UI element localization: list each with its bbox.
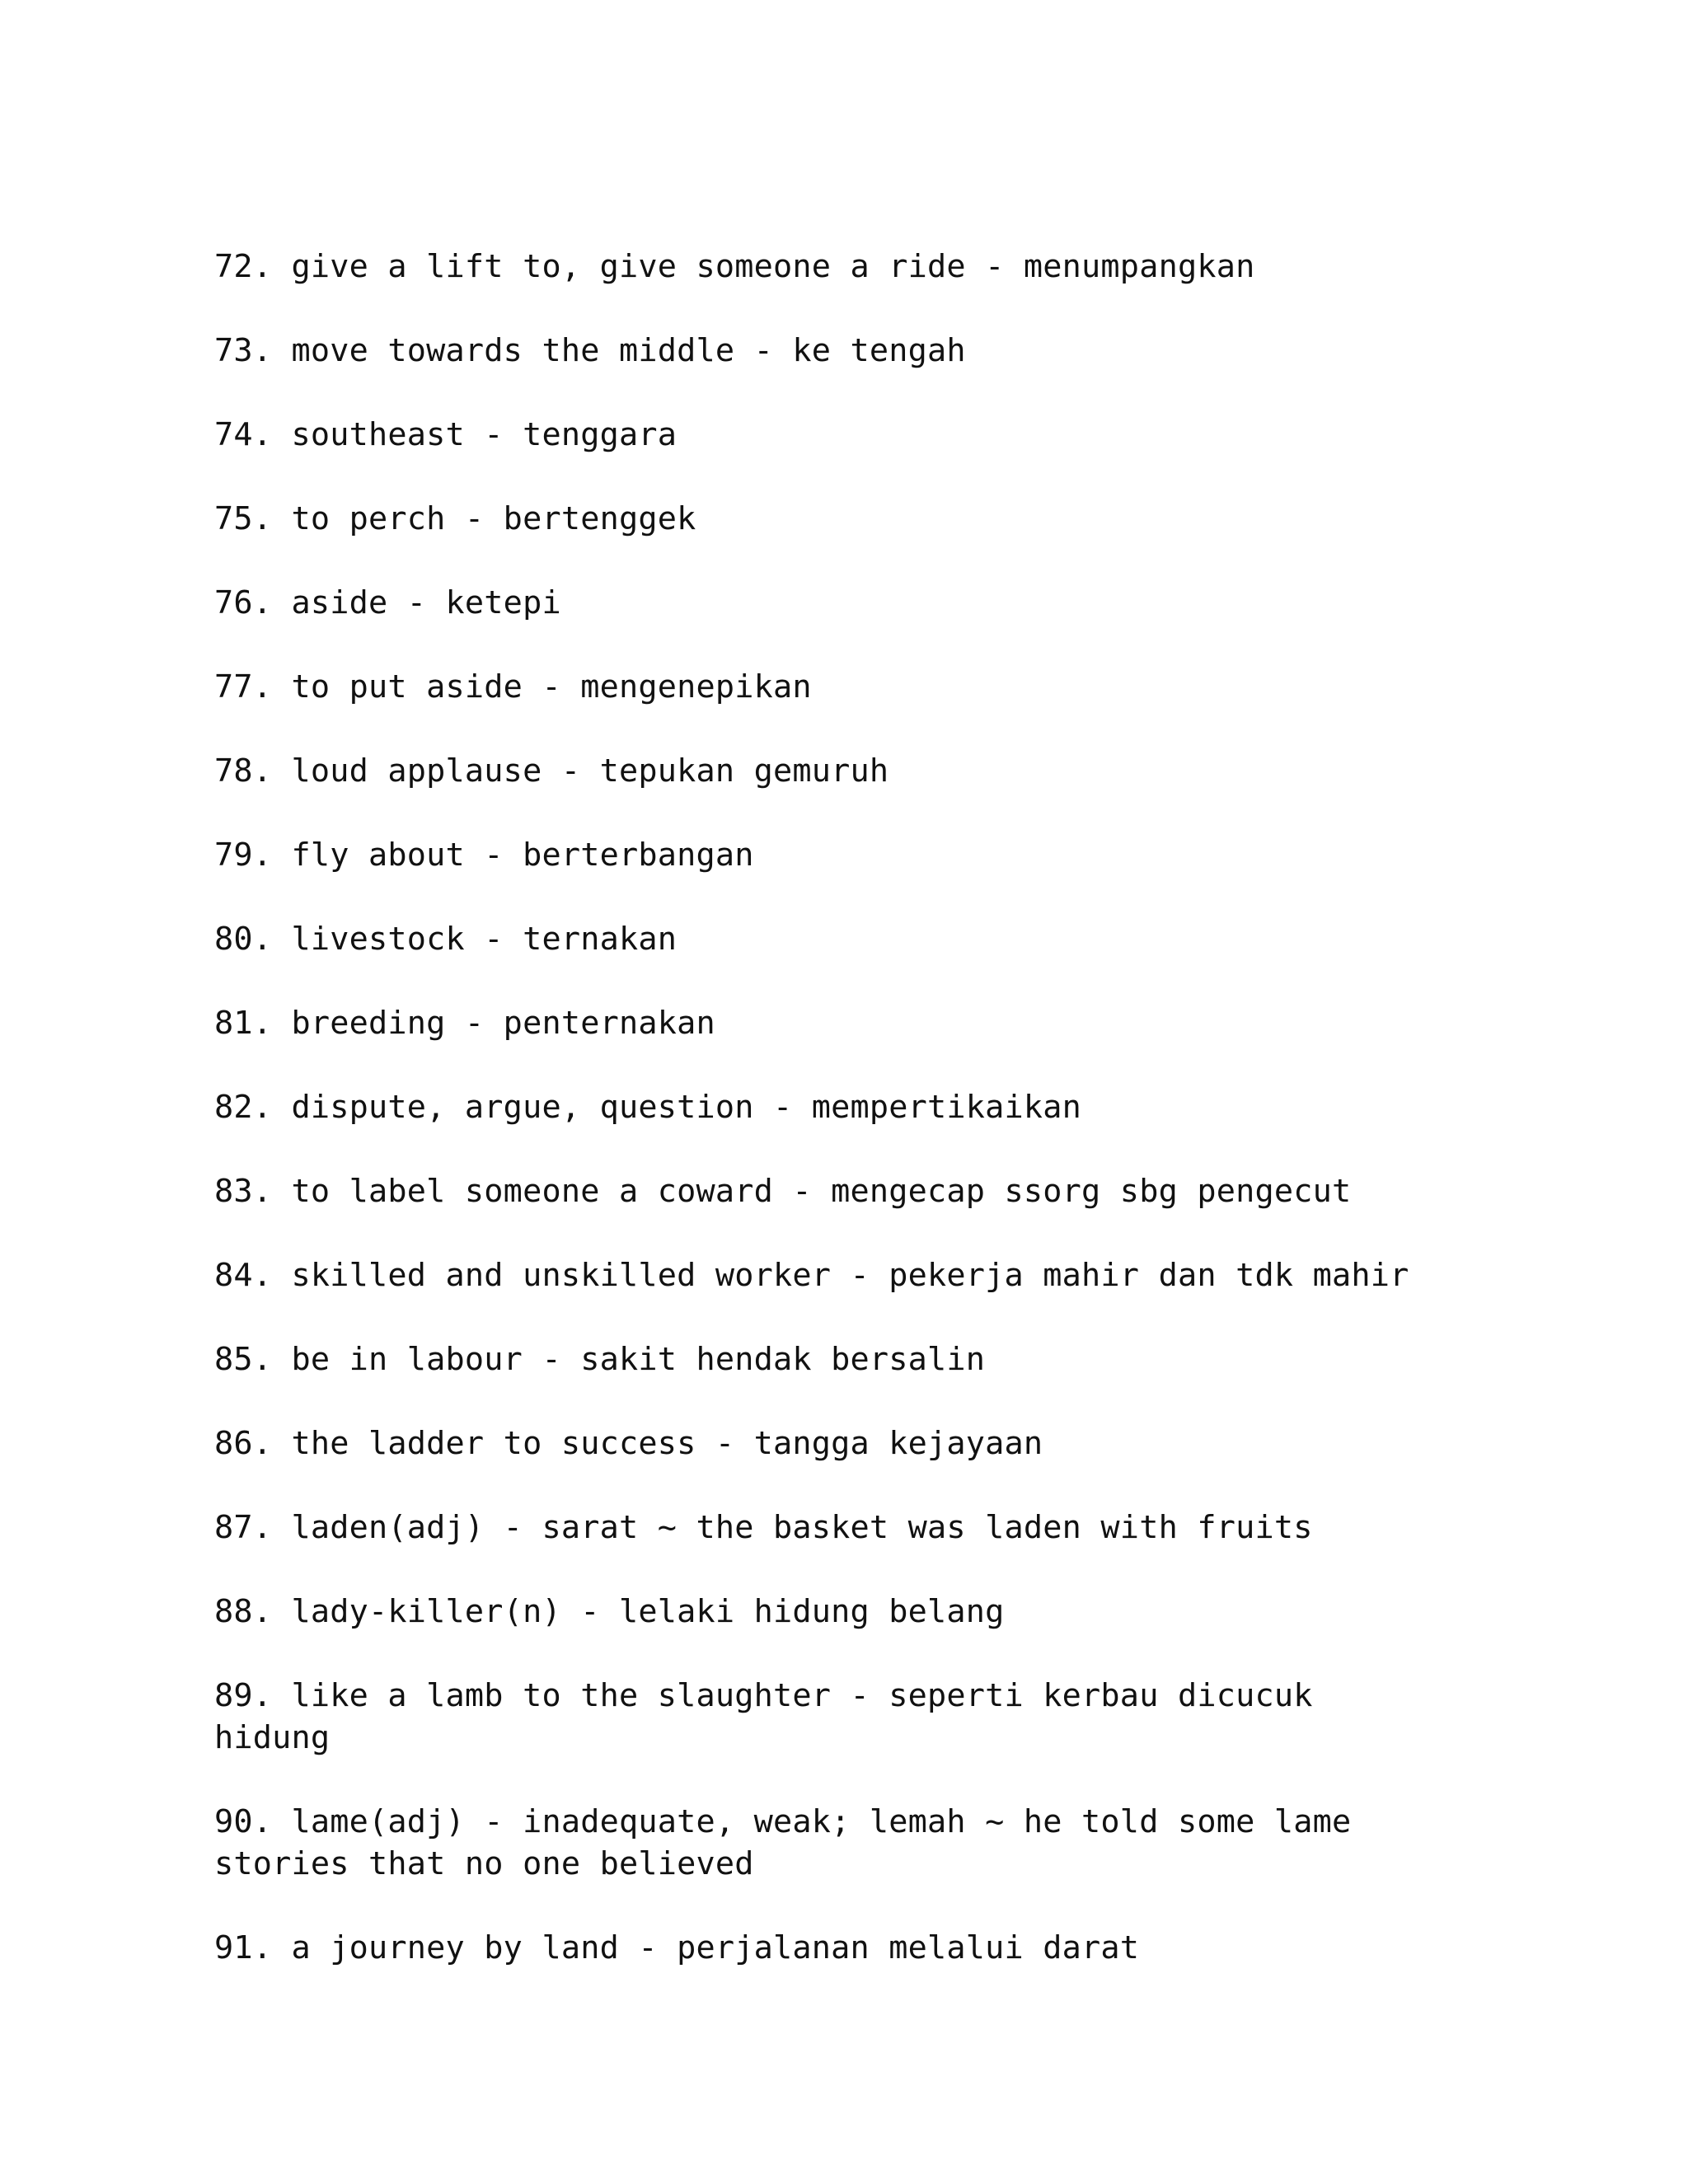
vocabulary-entry: 75. to perch - bertenggek: [214, 500, 696, 537]
vocabulary-entry: 78. loud applause - tepukan gemuruh: [214, 752, 889, 790]
vocabulary-entry: 91. a journey by land - perjalanan melalui darat: [214, 1929, 1140, 1966]
vocabulary-entry: 83. to label someone a coward - mengecap ssorg sbg pengecut: [214, 1173, 1352, 1210]
vocabulary-entry: 72. give a lift to, give someone a ride - menumpangkan: [214, 248, 1255, 285]
vocabulary-entry: 87. laden(adj) - sarat ~ the basket was laden with fruits: [214, 1509, 1313, 1546]
vocabulary-entry: 88. lady-killer(n) - lelaki hidung belang: [214, 1593, 1005, 1630]
vocabulary-entry: 86. the ladder to success - tangga kejayaan: [214, 1425, 1043, 1462]
vocabulary-entry: 85. be in labour - sakit hendak bersalin: [214, 1341, 986, 1378]
vocabulary-entry: 80. livestock - ternakan: [214, 921, 678, 958]
vocabulary-entry: 77. to put aside - mengenepikan: [214, 668, 812, 705]
vocabulary-entry: 89. like a lamb to the slaughter - seperti kerbau dicucuk hidung: [214, 1677, 1313, 1756]
vocabulary-entry: 84. skilled and unskilled worker - pekerja mahir dan tdk mahir: [214, 1257, 1409, 1294]
vocabulary-entry: 79. fly about - berterbangan: [214, 837, 754, 874]
vocabulary-entry: 82. dispute, argue, question - mempertikaikan: [214, 1089, 1082, 1126]
vocabulary-entry: 81. breeding - penternakan: [214, 1005, 715, 1042]
vocabulary-list: [214, 246, 1500, 2011]
vocabulary-entry: 73. move towards the middle - ke tengah: [214, 332, 966, 369]
vocabulary-entry: 90. lame(adj) - inadequate, weak; lemah ~ he told some lame stories that no one believed: [214, 1803, 1352, 1882]
vocabulary-entry: 76. aside - ketepi: [214, 584, 561, 621]
vocabulary-entry: 74. southeast - tenggara: [214, 416, 678, 453]
